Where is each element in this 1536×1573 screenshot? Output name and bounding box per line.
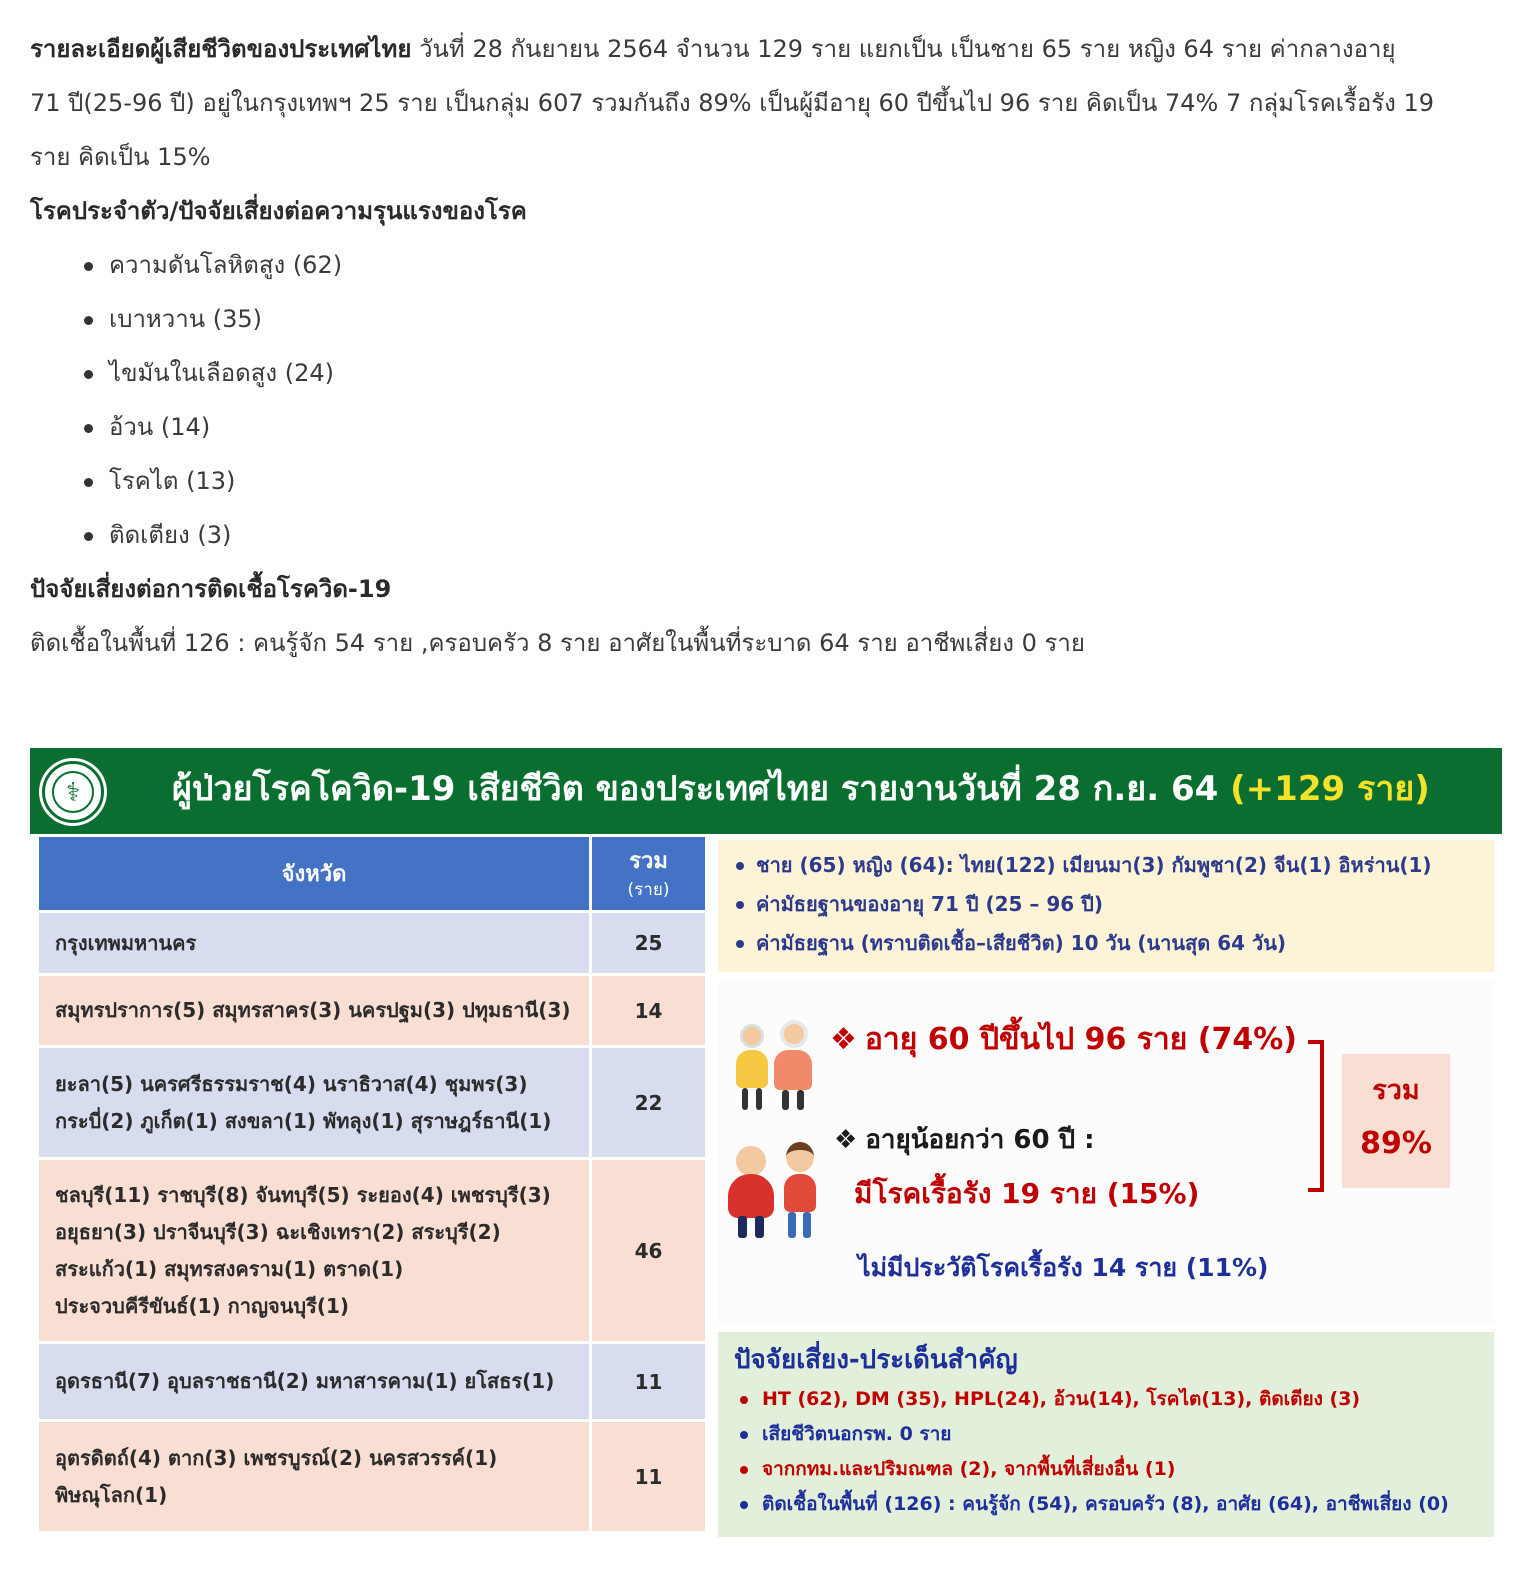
- province-line: สมุทรปราการ(5) สมุทรสาคร(3) นครปฐม(3) ปทุมธานี(3): [55, 998, 571, 1022]
- young-people-icon: [726, 1140, 826, 1240]
- banner-title-text: ผู้ป่วยโรคโควิด-19 เสียชีวิต ของประเทศไทย รายงานวันที่ 28 ก.ย. 64: [172, 769, 1231, 809]
- comorbidity-list: [82, 238, 1510, 562]
- banner-title: [172, 766, 1430, 812]
- sum-bracket: [1308, 1040, 1324, 1192]
- summary-paragraph: [30, 22, 1510, 184]
- province-line: อยุธยา(3) ปราจีนบุรี(3) ฉะเชิงเทรา(2) สระบุรี(2): [55, 1219, 501, 1244]
- header-total: [591, 836, 707, 912]
- total-cell: 22: [591, 1047, 707, 1159]
- province-table: [36, 834, 708, 1534]
- risk-factor-item: จากกทม.และปริมณฑล (2), จากพื้นที่เสี่ยงอื่น (1): [740, 1452, 1478, 1487]
- total-cell: 11: [591, 1421, 707, 1533]
- elderly-couple-icon: [726, 1018, 826, 1118]
- province-line: อุดรธานี(7) อุบลราชธานี(2) มหาสารคาม(1) ยโสธร(1): [55, 1369, 555, 1393]
- summary-line-1: วันที่ 28 กันยายน 2564 จำนวน 129 ราย แยกเป็น เป็นชาย 65 ราย หญิง 64 ราย ค่ากลางอายุ: [411, 35, 1396, 63]
- summary-item: ชาย (65) หญิง (64): ไทย(122) เมียนมา(3) กัมพูชา(2) จีน(1) อิหร่าน(1): [736, 846, 1476, 885]
- comorbidity-item: ติดเตียง (3): [82, 508, 1510, 562]
- province-line: กรุงเทพมหานคร: [55, 930, 197, 955]
- under60-label-text: อายุน้อยกว่า 60 ปี :: [865, 1125, 1095, 1155]
- province-line: ชลบุรี(11) ราชบุรี(8) จันทบุรี(5) ระยอง(4) เพชรบุรี(3): [55, 1182, 551, 1207]
- sum-value: 89%: [1360, 1126, 1432, 1161]
- summary-box: [718, 840, 1494, 972]
- table-header-row: [38, 836, 707, 912]
- ministry-logo-icon: [42, 761, 104, 823]
- under60-label: [834, 1122, 1095, 1158]
- risk-factor-list: [740, 1382, 1478, 1522]
- header-total-label: รวม: [629, 848, 668, 874]
- diamond-bullet-icon: ❖: [830, 1022, 857, 1057]
- risk-factor-title: ปัจจัยเสี่ยง-ประเด็นสำคัญ: [734, 1345, 1018, 1375]
- article-body: [30, 22, 1510, 670]
- province-line: กระบี่(2) ภูเก็ต(1) สงขลา(1) พัทลุง(1) สุราษฎร์ธานี(1): [55, 1108, 552, 1133]
- age-panel: [718, 980, 1494, 1325]
- infographic-banner: [30, 748, 1502, 834]
- table-row: [38, 1343, 707, 1421]
- province-cell: [38, 912, 591, 975]
- summary-list: [736, 846, 1476, 963]
- under60-chronic-stat: มีโรคเรื้อรัง 19 ราย (15%): [854, 1177, 1200, 1210]
- table-row: [38, 975, 707, 1047]
- comorbidity-item: อ้วน (14): [82, 400, 1510, 454]
- under60-no-chronic-stat: ไม่มีประวัติโรคเรื้อรัง 14 ราย (11%): [858, 1253, 1269, 1282]
- table-row: [38, 1159, 707, 1343]
- over60-stat: [830, 1020, 1297, 1060]
- province-line: ประจวบคีรีขันธ์(1) กาญจนบุรี(1): [55, 1293, 350, 1318]
- risk-factor-box: [718, 1332, 1494, 1537]
- risk-factor-item: HT (62), DM (35), HPL(24), อ้วน(14), โรคไต(13), ติดเตียง (3): [740, 1382, 1478, 1417]
- total-cell: 46: [591, 1159, 707, 1343]
- total-cell: 14: [591, 975, 707, 1047]
- infection-heading: ปัจจัยเสี่ยงต่อการติดเชื้อโรควิด-19: [30, 575, 392, 603]
- comorbidity-item: เบาหวาน (35): [82, 292, 1510, 346]
- table-row: [38, 1421, 707, 1533]
- province-line: อุตรดิตถ์(4) ตาก(3) เพชรบูรณ์(2) นครสวรรค์(1): [55, 1445, 498, 1470]
- comorbidity-item: ไขมันในเลือดสูง (24): [82, 346, 1510, 400]
- comorbidity-heading: โรคประจำตัว/ปัจจัยเสี่ยงต่อความรุนแรงของโรค: [30, 197, 527, 225]
- province-line: พิษณุโลก(1): [55, 1482, 168, 1507]
- province-cell: [38, 1343, 591, 1421]
- header-total-unit: (ราย): [627, 879, 670, 900]
- sum-label: รวม: [1372, 1075, 1420, 1106]
- banner-total: (+129 ราย): [1230, 769, 1430, 809]
- comorbidity-item: โรคไต (13): [82, 454, 1510, 508]
- infection-text: ติดเชื้อในพื้นที่ 126 : คนรู้จัก 54 ราย ,ครอบครัว 8 ราย อาศัยในพื้นที่ระบาด 64 ราย อาชีพเสี่ยง 0 ราย: [30, 629, 1085, 657]
- over60-text: อายุ 60 ปีขึ้นไป 96 ราย (74%): [864, 1022, 1298, 1057]
- table-row: [38, 912, 707, 975]
- province-cell: [38, 1421, 591, 1533]
- sum-box: [1342, 1054, 1450, 1188]
- summary-line-3: ราย คิดเป็น 15%: [30, 143, 211, 171]
- province-cell: [38, 1159, 591, 1343]
- diamond-bullet-icon: ❖: [834, 1125, 858, 1155]
- comorbidity-item: ความดันโลหิตสูง (62): [82, 238, 1510, 292]
- summary-item: ค่ามัธยฐานของอายุ 71 ปี (25 – 96 ปี): [736, 885, 1476, 924]
- header-province: จังหวัด: [38, 836, 591, 912]
- province-cell: [38, 975, 591, 1047]
- summary-item: ค่ามัธยฐาน (ทราบติดเชื้อ–เสียชีวิต) 10 วัน (นานสุด 64 วัน): [736, 924, 1476, 963]
- province-line: สระแก้ว(1) สมุทรสงคราม(1) ตราด(1): [55, 1256, 404, 1281]
- summary-line-2: 71 ปี(25-96 ปี) อยู่ในกรุงเทพฯ 25 ราย เป็นกลุ่ม 607 รวมกันถึง 89% เป็นผู้มีอายุ 60 ปีขึ้นไป 96 ราย คิดเป็น 74% 7 กลุ่มโรคเรื้อรัง 19: [30, 89, 1435, 117]
- covid-death-infographic: [30, 748, 1502, 1543]
- total-cell: 25: [591, 912, 707, 975]
- summary-bold-lead: รายละเอียดผู้เสียชีวิตของประเทศไทย: [30, 35, 412, 63]
- risk-factor-item: เสียชีวิตนอกรพ. 0 ราย: [740, 1417, 1478, 1452]
- total-cell: 11: [591, 1343, 707, 1421]
- risk-factor-item: ติดเชื้อในพื้นที่ (126) : คนรู้จัก (54), ครอบครัว (8), อาศัย (64), อาชีพเสี่ยง (0): [740, 1487, 1478, 1522]
- table-row: [38, 1047, 707, 1159]
- province-line: ยะลา(5) นครศรีธรรมราช(4) นราธิวาส(4) ชุมพร(3): [55, 1071, 528, 1096]
- province-cell: [38, 1047, 591, 1159]
